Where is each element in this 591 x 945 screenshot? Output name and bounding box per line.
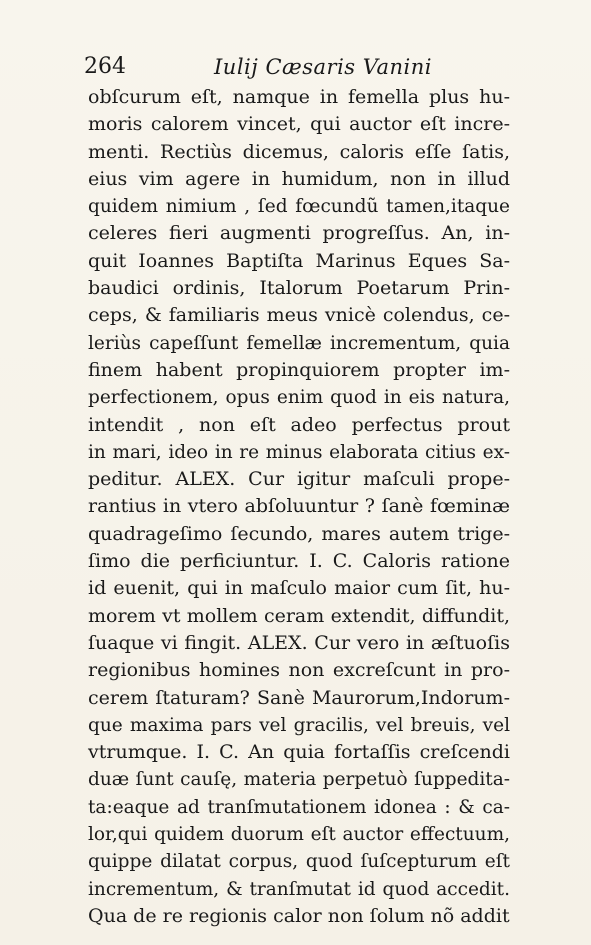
text-line: ſuaque vi fingit. ALEX. Cur vero in æſtuoſis <box>88 631 510 654</box>
text-line: baudici ordinis, Italorum Poetarum Prin- <box>88 277 510 300</box>
text-line: duæ ſunt cauſę, materia perpetuò ſuppedita- <box>88 769 510 791</box>
text-line: lor,qui quidem duorum eſt auctor effectuum, <box>88 824 510 846</box>
text-line: quit Ioannes Baptiſta Marinus Eques Sa- <box>88 249 510 272</box>
text-line: rantius in vtero abſoluuntur ? ſanè fœminæ <box>88 495 510 518</box>
page-number: 264 <box>84 54 126 79</box>
text-line: finem habent propinquiorem propter im- <box>88 358 510 381</box>
text-line: vtrumque. I. C. An quia fortaſſis creſcendi <box>88 741 510 764</box>
text-line: celeres fieri augmenti progreſſus. An, in- <box>88 222 510 245</box>
text-line: morem vt mollem ceram extendit, diffundit, <box>88 604 510 627</box>
text-line: regionibus homines non excreſcunt in pro- <box>88 659 510 682</box>
text-line: Qua de re regionis calor non ſolum nõ addit <box>88 904 510 927</box>
text-line: cerem ſtaturam? Sanè Maurorum,Indorum- <box>88 686 510 709</box>
text-line: ta:eaque ad tranſmutationem idonea : & ca- <box>88 796 510 818</box>
text-line: peditur. ALEX. Cur igitur maſculi prope- <box>88 468 510 491</box>
text-line: incrementum, & tranſmutat id quod accedit. <box>88 878 510 900</box>
text-line: intendit , non eſt adeo perfectus prout <box>88 413 510 436</box>
text-line: id euenit, qui in maſculo maior cum ſit, hu- <box>88 577 510 600</box>
text-line: menti. Rectiùs dicemus, caloris eſſe ſatis, <box>88 140 510 163</box>
text-line: eius vim agere in humidum, non in illud <box>88 167 510 190</box>
text-line: que maxima pars vel gracilis, vel breuis, vel <box>88 714 510 736</box>
text-line: ceps, & familiaris meus vnicè colendus, ce- <box>88 304 510 327</box>
text-line: quadrageſimo ſecundo, mares autem trige- <box>88 522 510 545</box>
text-line: perfectionem, opus enim quod in eis natura, <box>88 387 510 409</box>
text-line: ſimo die perficiuntur. I. C. Caloris ratione <box>88 550 510 573</box>
running-title: Iulij Cæsaris Vanini <box>214 55 432 79</box>
body-text <box>88 84 510 930</box>
text-line: leriùs capeſſunt femellæ incrementum, quia <box>88 332 510 354</box>
text-line: quidem nimium , ſed fœcundũ tamen,itaque <box>88 196 510 218</box>
text-line: quippe dilatat corpus, quod ſuſcepturum eſt <box>88 851 510 873</box>
text-line: moris calorem vincet, qui auctor eſt incre- <box>88 113 510 136</box>
text-line: obſcurum eſt, namque in femella plus hu- <box>88 86 510 108</box>
text-line: in mari, ideo in re minus elaborata citius ex- <box>88 441 510 463</box>
